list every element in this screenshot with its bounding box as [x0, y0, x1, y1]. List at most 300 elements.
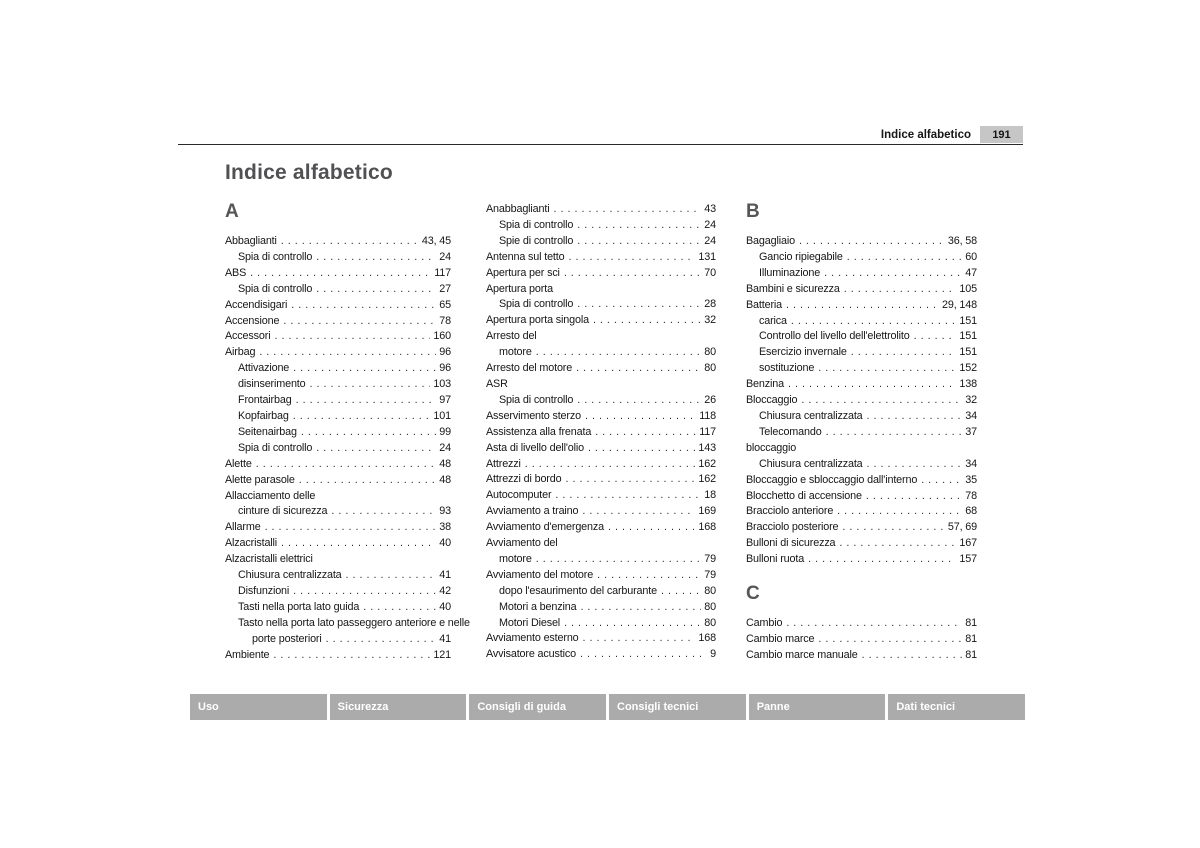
- index-entry: [486, 457, 716, 473]
- entry-page-number: 37: [965, 425, 977, 438]
- entry-page-number: 105: [959, 282, 977, 295]
- dot-leader: [837, 504, 962, 520]
- entry-label: Alette parasole: [225, 473, 295, 486]
- entry-page-number: 36, 58: [947, 235, 977, 247]
- entry-page-number: 38: [439, 521, 451, 534]
- dot-leader: [595, 425, 696, 441]
- running-header: [178, 126, 1023, 143]
- entry-label: Assistenza alla frenata: [486, 425, 592, 438]
- entry-page-number: 48: [439, 457, 451, 470]
- dot-leader: [808, 552, 956, 568]
- dot-leader: [786, 616, 962, 632]
- entry-label: Tasto nella porta lato passeggero anteriore e nelle: [238, 616, 470, 629]
- entry-page-number: 80: [704, 600, 716, 613]
- dot-leader: [316, 282, 436, 298]
- dot-leader: [293, 584, 436, 600]
- entry-page-number: 80: [704, 362, 716, 375]
- entry-label: Spia di controllo: [238, 282, 313, 295]
- dot-leader: [867, 457, 963, 473]
- index-entry: [486, 552, 716, 568]
- entry-page-number: 68: [965, 505, 977, 518]
- entry-label: Controllo del livello dell'elettrolito: [759, 330, 910, 343]
- entry-page-number: 151: [959, 346, 977, 359]
- footer-tab-bar: [190, 694, 1025, 720]
- entry-page-number: 81: [965, 648, 977, 661]
- entry-label: Kopfairbag: [238, 409, 289, 422]
- entry-label: Bambini e sicurezza: [746, 282, 840, 295]
- footer-tab-panne: Panne: [749, 694, 886, 720]
- dot-leader: [788, 377, 956, 393]
- index-entry: [746, 504, 977, 520]
- index-entry: [746, 282, 977, 298]
- entry-label: Apertura per sci: [486, 266, 560, 279]
- entry-label: ASR: [486, 377, 508, 390]
- index-entry: [486, 297, 716, 313]
- entry-page-number: 43: [704, 203, 716, 215]
- entry-label: Arresto del: [486, 330, 537, 343]
- entry-label: Alzacristalli: [225, 537, 278, 550]
- dot-leader: [316, 441, 436, 457]
- entry-page-number: 167: [959, 537, 977, 550]
- index-entry: [225, 377, 451, 393]
- index-entry: [486, 266, 716, 282]
- index-entry: [746, 520, 977, 536]
- entry-page-number: 151: [959, 314, 977, 327]
- dot-leader: [293, 361, 436, 377]
- entry-page-number: 78: [965, 489, 977, 502]
- entry-label: carica: [759, 314, 787, 327]
- entry-page-number: 96: [439, 346, 451, 359]
- index-entry: [746, 536, 977, 552]
- dot-leader: [565, 472, 695, 488]
- index-entry: [486, 202, 716, 218]
- entry-page-number: 168: [698, 632, 716, 645]
- index-entry: [225, 632, 451, 648]
- entry-page-number: 28: [704, 298, 716, 311]
- entry-page-number: 152: [959, 362, 977, 375]
- entry-label: Alette: [225, 457, 252, 470]
- index-entry: [225, 536, 451, 552]
- index-entry: [746, 489, 977, 505]
- index-entry: [486, 425, 716, 441]
- dot-leader: [818, 632, 962, 648]
- index-column-2: [486, 202, 716, 663]
- index-column-1: [225, 201, 470, 663]
- dot-leader: [597, 568, 701, 584]
- dot-leader: [536, 552, 702, 568]
- entry-page-number: 18: [704, 489, 716, 502]
- entry-page-number: 41: [439, 569, 451, 582]
- entry-label: bloccaggio: [746, 441, 797, 454]
- index-entry: [486, 393, 716, 409]
- entry-page-number: 99: [439, 425, 451, 438]
- index-entry: [225, 552, 451, 568]
- section-letter-c: C: [746, 583, 760, 605]
- entry-page-number: 160: [433, 330, 451, 343]
- index-entry: [486, 234, 716, 250]
- entry-label: Bagagliaio: [746, 235, 795, 247]
- entry-label: Ambiente: [225, 648, 270, 661]
- entry-label: Avviamento del motore: [486, 568, 594, 581]
- index-entry: [486, 250, 716, 266]
- index-entry: [486, 504, 716, 520]
- entry-page-number: 138: [959, 378, 977, 391]
- index-entry: [746, 377, 977, 393]
- index-entry: [486, 409, 716, 425]
- entry-page-number: 101: [433, 409, 451, 422]
- entry-label: Asta di livello dell'olio: [486, 441, 584, 454]
- entry-page-number: 24: [704, 218, 716, 231]
- entry-label: Bulloni ruota: [746, 553, 805, 566]
- entry-label: Spia di controllo: [499, 218, 574, 231]
- index-entry: [746, 250, 977, 266]
- entry-label: Benzina: [746, 378, 784, 391]
- dot-leader: [569, 250, 696, 266]
- entry-label: Asservimento sterzo: [486, 409, 581, 422]
- dot-leader: [801, 393, 962, 409]
- index-entry: [746, 441, 977, 457]
- entry-label: Spia di controllo: [499, 393, 574, 406]
- index-entry: [746, 234, 977, 250]
- dot-leader: [310, 377, 431, 393]
- entry-label: Frontairbag: [238, 394, 292, 407]
- entry-page-number: 27: [439, 282, 451, 295]
- index-entry: [225, 329, 451, 345]
- entry-page-number: 24: [439, 250, 451, 263]
- entry-label: Avviamento esterno: [486, 632, 579, 645]
- entry-label: Apertura porta singola: [486, 314, 589, 327]
- footer-tab-consigli-di-guida: Consigli di guida: [469, 694, 606, 720]
- entry-label: Cambio marce manuale: [746, 648, 858, 661]
- dot-leader: [281, 536, 436, 552]
- entry-label: Accessori: [225, 330, 271, 343]
- entry-label: Apertura porta: [486, 282, 553, 295]
- index-entry: [486, 282, 716, 298]
- dot-leader: [799, 234, 945, 250]
- index-entry: [225, 457, 451, 473]
- index-entry: [225, 520, 451, 536]
- entry-label: Telecomando: [759, 425, 822, 438]
- entry-label: Accendisigari: [225, 298, 288, 311]
- dot-leader: [265, 520, 437, 536]
- entry-page-number: 79: [704, 552, 716, 565]
- entry-label: Motori a benzina: [499, 600, 577, 613]
- entry-page-number: 41: [439, 632, 451, 645]
- entry-page-number: 103: [433, 378, 451, 391]
- index-entry: [486, 520, 716, 536]
- entry-label: Allacciamento delle: [225, 489, 316, 502]
- entry-page-number: 29, 148: [942, 298, 977, 311]
- index-entry: [746, 361, 977, 377]
- entry-label: Bulloni di sicurezza: [746, 537, 836, 550]
- entry-label: Illuminazione: [759, 266, 821, 279]
- index-entry: [225, 584, 451, 600]
- entry-page-number: 93: [439, 505, 451, 518]
- dot-leader: [363, 600, 436, 616]
- dot-leader: [299, 473, 437, 489]
- entry-page-number: 26: [704, 393, 716, 406]
- index-entry: [225, 504, 451, 520]
- dot-leader: [839, 536, 956, 552]
- entry-label: Gancio ripiegabile: [759, 250, 843, 263]
- dot-leader: [554, 202, 702, 218]
- dot-leader: [576, 361, 701, 377]
- dot-leader: [866, 489, 962, 505]
- entry-label: Spia di controllo: [238, 441, 313, 454]
- entry-page-number: 40: [439, 537, 451, 550]
- entry-label: Arresto del motore: [486, 362, 573, 375]
- index-entry: [486, 377, 716, 393]
- index-entry: [225, 282, 451, 298]
- entry-page-number: 70: [704, 266, 716, 279]
- entry-page-number: 57, 69: [947, 521, 977, 534]
- entry-label: Avviamento d'emergenza: [486, 521, 604, 534]
- index-entry: [746, 409, 977, 425]
- index-entry: [225, 409, 451, 425]
- entry-label: ABS: [225, 266, 247, 279]
- entry-label: Airbag: [225, 346, 256, 359]
- section-letter-b: B: [746, 201, 760, 222]
- entry-label: Autocomputer: [486, 489, 552, 502]
- index-entry: [225, 441, 451, 457]
- index-entry: [225, 361, 451, 377]
- entry-page-number: 80: [704, 346, 716, 359]
- dot-leader: [564, 266, 701, 282]
- dot-leader: [281, 234, 419, 250]
- index-entry: [746, 266, 977, 282]
- dot-leader: [818, 361, 956, 377]
- entry-label: cinture di sicurezza: [238, 505, 328, 518]
- dot-leader: [293, 409, 431, 425]
- dot-leader: [525, 457, 696, 473]
- dot-leader: [283, 314, 436, 330]
- entry-label: Avviamento a traino: [486, 505, 579, 518]
- entry-label: Abbaglianti: [225, 235, 277, 247]
- dot-leader: [346, 568, 437, 584]
- index-entry: [486, 441, 716, 457]
- entry-label: Attivazione: [238, 362, 290, 375]
- dot-leader: [301, 425, 436, 441]
- entry-label: Allarme: [225, 521, 261, 534]
- entry-page-number: 34: [965, 457, 977, 470]
- dot-leader: [331, 504, 436, 520]
- entry-label: Batteria: [746, 298, 783, 311]
- page-number-badge: 191: [980, 126, 1023, 143]
- entry-label: Bloccaggio e sbloccaggio dall'interno: [746, 473, 918, 486]
- entry-page-number: 40: [439, 600, 451, 613]
- dot-leader: [256, 457, 437, 473]
- index-columns: [225, 202, 977, 664]
- dot-leader: [296, 393, 437, 409]
- entry-label: Attrezzi di bordo: [486, 473, 562, 486]
- entry-page-number: 143: [698, 441, 716, 454]
- index-entry: [486, 361, 716, 377]
- dot-leader: [593, 313, 701, 329]
- index-entry: [225, 568, 451, 584]
- entry-page-number: 79: [704, 568, 716, 581]
- index-entry: [746, 314, 977, 330]
- dot-leader: [826, 425, 963, 441]
- index-entry: [486, 568, 716, 584]
- entry-label: Attrezzi: [486, 457, 521, 470]
- dot-leader: [580, 647, 707, 663]
- footer-tab-sicurezza: Sicurezza: [330, 694, 467, 720]
- dot-leader: [842, 520, 944, 536]
- dot-leader: [577, 393, 701, 409]
- entry-page-number: 118: [699, 409, 716, 422]
- entry-label: dopo l'esaurimento del carburante: [499, 584, 657, 597]
- index-entry: [486, 313, 716, 329]
- entry-page-number: 97: [439, 394, 451, 407]
- index-entry: [225, 266, 451, 282]
- index-entry: [225, 234, 451, 250]
- entry-label: Chiusura centralizzata: [238, 569, 342, 582]
- entry-label: porte posteriori: [252, 632, 322, 645]
- entry-page-number: 32: [965, 394, 977, 407]
- dot-leader: [921, 473, 962, 489]
- entry-label: motore: [499, 346, 532, 359]
- index-entry: [225, 298, 451, 314]
- entry-page-number: 162: [698, 473, 716, 486]
- dot-leader: [291, 298, 436, 314]
- index-entry: [225, 345, 451, 361]
- index-entry: [746, 393, 977, 409]
- dot-leader: [914, 329, 957, 345]
- dot-leader: [851, 345, 957, 361]
- entry-label: Spie di controllo: [499, 234, 574, 247]
- entry-label: disinserimento: [238, 378, 306, 391]
- entry-label: Cambio: [746, 617, 783, 630]
- index-entry: [225, 314, 451, 330]
- dot-leader: [580, 600, 701, 616]
- dot-leader: [582, 504, 695, 520]
- entry-label: Antenna sul tetto: [486, 250, 565, 263]
- dot-leader: [847, 250, 963, 266]
- dot-leader: [536, 345, 702, 361]
- index-entry: [225, 393, 451, 409]
- entry-page-number: 96: [439, 362, 451, 375]
- index-entry: [486, 472, 716, 488]
- index-entry: [486, 584, 716, 600]
- index-entry: [746, 345, 977, 361]
- dot-leader: [867, 409, 963, 425]
- dot-leader: [326, 632, 437, 648]
- entry-page-number: 60: [965, 250, 977, 263]
- entry-label: Seitenairbag: [238, 425, 297, 438]
- index-entry: [746, 425, 977, 441]
- entry-page-number: 117: [699, 425, 716, 438]
- index-entry: [486, 600, 716, 616]
- entry-page-number: 121: [433, 648, 451, 661]
- entry-page-number: 42: [439, 584, 451, 597]
- dot-leader: [862, 648, 963, 664]
- entry-page-number: 43, 45: [421, 235, 451, 247]
- entry-page-number: 151: [959, 330, 977, 343]
- index-entry: [486, 647, 716, 663]
- index-entry: [746, 298, 977, 314]
- entry-page-number: 157: [959, 553, 977, 566]
- entry-label: Avvisatore acustico: [486, 648, 576, 661]
- section-letter-a: A: [225, 201, 239, 222]
- index-entry: [225, 425, 451, 441]
- dot-leader: [588, 441, 695, 457]
- entry-label: Tasti nella porta lato guida: [238, 600, 360, 613]
- dot-leader: [577, 297, 701, 313]
- footer-tab-dati-tecnici: Dati tecnici: [888, 694, 1025, 720]
- dot-leader: [555, 488, 701, 504]
- dot-leader: [786, 298, 939, 314]
- footer-tab-uso: Uso: [190, 694, 327, 720]
- index-column-3: [746, 202, 977, 664]
- entry-label: Spia di controllo: [499, 298, 574, 311]
- dot-leader: [273, 648, 430, 664]
- index-entry: [486, 536, 716, 552]
- entry-page-number: 9: [710, 648, 716, 661]
- dot-leader: [577, 234, 701, 250]
- index-entry: [225, 648, 451, 664]
- dot-leader: [585, 409, 696, 425]
- dot-leader: [577, 218, 701, 234]
- index-entry: [486, 218, 716, 234]
- index-entry: [746, 632, 977, 648]
- dot-leader: [844, 282, 957, 298]
- dot-leader: [583, 631, 696, 647]
- entry-label: Accensione: [225, 314, 280, 327]
- entry-page-number: 24: [439, 441, 451, 454]
- footer-tab-consigli-tecnici: Consigli tecnici: [609, 694, 746, 720]
- entry-page-number: 162: [698, 457, 716, 470]
- page-title: Indice alfabetico: [225, 161, 393, 184]
- entry-label: motore: [499, 552, 532, 565]
- entry-page-number: 168: [698, 521, 716, 534]
- dot-leader: [824, 266, 962, 282]
- index-entry: [225, 600, 451, 616]
- index-entry: [225, 250, 451, 266]
- entry-label: Anabbaglianti: [486, 203, 550, 215]
- entry-page-number: 78: [439, 314, 451, 327]
- entry-page-number: 65: [439, 298, 451, 311]
- index-entry: [486, 631, 716, 647]
- entry-page-number: 35: [965, 473, 977, 486]
- running-header-label: Indice alfabetico: [880, 128, 971, 141]
- entry-page-number: 80: [704, 616, 716, 629]
- dot-leader: [316, 250, 436, 266]
- entry-label: Bracciolo posteriore: [746, 521, 839, 534]
- index-entry: [225, 473, 451, 489]
- dot-leader: [564, 616, 701, 632]
- entry-page-number: 80: [704, 584, 716, 597]
- entry-label: Blocchetto di accensione: [746, 489, 862, 502]
- entry-label: Alzacristalli elettrici: [225, 553, 313, 566]
- entry-label: Bloccaggio: [746, 394, 798, 407]
- entry-page-number: 32: [704, 314, 716, 327]
- dot-leader: [259, 345, 436, 361]
- dot-leader: [274, 329, 430, 345]
- index-entry: [746, 648, 977, 664]
- entry-label: Disfunzioni: [238, 584, 290, 597]
- entry-label: sostituzione: [759, 362, 815, 375]
- dot-leader: [608, 520, 695, 536]
- index-entry: [486, 616, 716, 632]
- entry-page-number: 117: [434, 266, 451, 279]
- entry-label: Spia di controllo: [238, 250, 313, 263]
- index-entry: [746, 552, 977, 568]
- index-entry: [486, 488, 716, 504]
- entry-label: Bracciolo anteriore: [746, 505, 834, 518]
- dot-leader: [250, 266, 431, 282]
- entry-page-number: 34: [965, 409, 977, 422]
- entry-label: Esercizio invernale: [759, 346, 847, 359]
